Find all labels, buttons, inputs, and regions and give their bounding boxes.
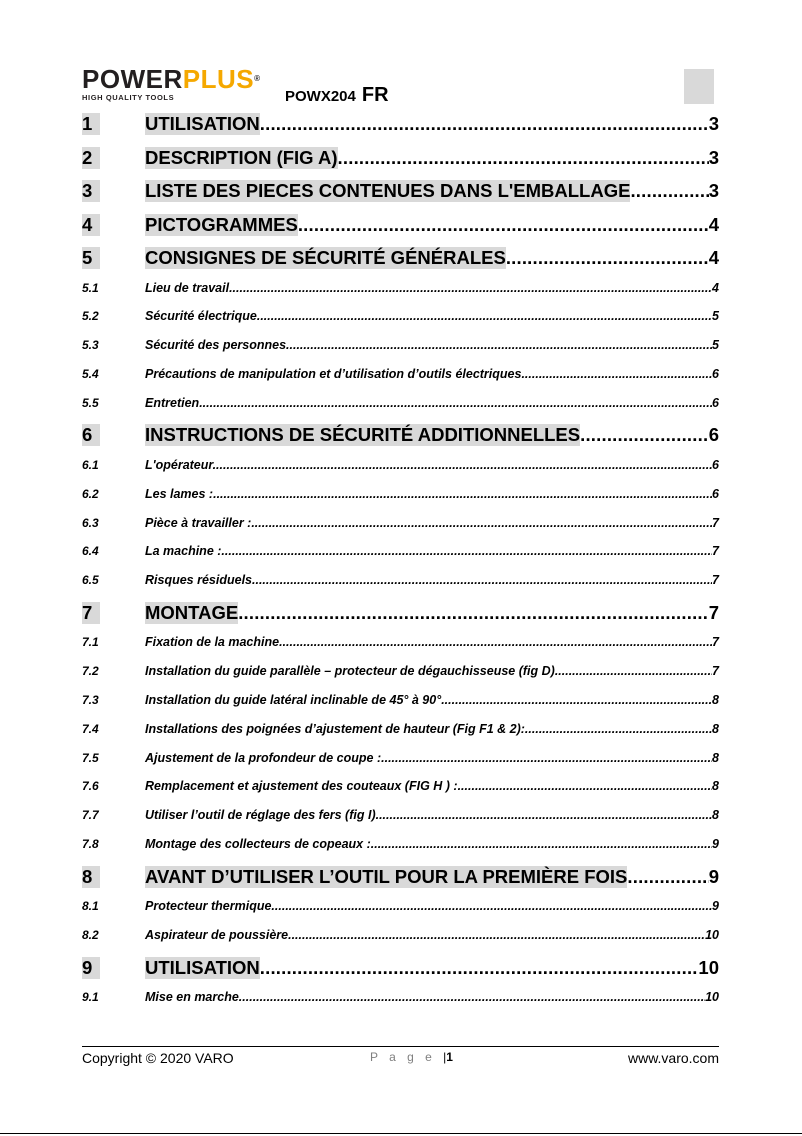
toc-dot-leader xyxy=(252,573,712,587)
toc-dot-leader xyxy=(221,544,712,558)
footer-copyright: Copyright © 2020 VARO xyxy=(82,1050,234,1066)
page-number: 1 xyxy=(446,1050,453,1064)
toc-entry-number: 7.1 xyxy=(82,635,99,650)
toc-dot-leader xyxy=(260,113,709,135)
toc-chapter-row[interactable] xyxy=(82,247,719,281)
toc-entry-number: 6.5 xyxy=(82,573,99,588)
toc-entry-number: 2 xyxy=(82,147,100,169)
toc-dot-leader xyxy=(238,602,709,624)
registered-mark: ® xyxy=(254,74,261,83)
toc-dot-leader xyxy=(229,281,712,295)
toc-entry-number: 7.6 xyxy=(82,779,99,794)
toc-section-row[interactable] xyxy=(82,281,719,310)
toc-page-number: 6 xyxy=(712,366,719,381)
footer-website: www.varo.com xyxy=(627,1050,719,1066)
toc-dot-leader xyxy=(630,180,708,202)
toc-entry-title: Mise en marche xyxy=(145,990,239,1005)
toc-entry-title: DESCRIPTION (FIG A) xyxy=(145,146,338,168)
toc-section-row[interactable] xyxy=(82,458,719,487)
toc-section-row[interactable] xyxy=(82,487,719,516)
toc-section-row[interactable] xyxy=(82,899,719,928)
toc-entry-number: 8.1 xyxy=(82,899,99,914)
page-bottom-rule xyxy=(0,1133,802,1134)
toc-page-number: 7 xyxy=(712,635,719,650)
toc-chapter-row[interactable] xyxy=(82,214,719,248)
toc-page-number: 6 xyxy=(708,424,719,446)
toc-chapter-row[interactable] xyxy=(82,424,719,458)
toc-entry-number: 7.7 xyxy=(82,808,99,823)
model-heading xyxy=(285,84,389,107)
toc-dot-leader xyxy=(580,424,709,446)
toc-page-number: 3 xyxy=(708,113,719,134)
toc-entry-number: 7.4 xyxy=(82,721,99,736)
toc-entry-number: 3 xyxy=(82,180,100,202)
toc-page-number: 6 xyxy=(712,395,719,410)
toc-dot-leader xyxy=(338,147,709,169)
footer-divider xyxy=(82,1046,719,1047)
toc-page-number: 7 xyxy=(712,544,719,559)
logo-plus-text: PLUS xyxy=(182,64,255,94)
toc-page-number: 8 xyxy=(712,721,719,736)
toc-chapter-row[interactable] xyxy=(82,866,719,900)
toc-entry-number: 5.5 xyxy=(82,395,99,410)
toc-entry-number: 7.5 xyxy=(82,750,99,765)
toc-page-number: 10 xyxy=(698,956,719,978)
toc-entry-title: Installations des poignées d’ajustement de hauteur (Fig F1 & 2): xyxy=(145,721,525,736)
toc-entry-title: Installation du guide parallèle – protecteur de dégauchisseuse (fig D) xyxy=(145,664,555,679)
toc-page-number: 5 xyxy=(712,309,719,324)
toc-entry-number: 9 xyxy=(82,957,100,979)
toc-entry-title: La machine : xyxy=(145,544,222,559)
toc-section-row[interactable] xyxy=(82,990,719,1019)
toc-section-row[interactable] xyxy=(82,396,719,425)
toc-chapter-row[interactable] xyxy=(82,957,719,991)
logo-tagline: HIGH QUALITY TOOLS xyxy=(82,93,175,102)
toc-page-number: 4 xyxy=(708,213,719,235)
toc-entry-title: Montage des collecteurs de copeaux : xyxy=(145,837,371,852)
toc-page-number: 4 xyxy=(708,247,719,268)
toc-page-number: 7 xyxy=(712,573,719,588)
toc-dot-leader xyxy=(458,779,712,793)
toc-entry-title: L'opérateur. xyxy=(145,457,217,472)
toc-entry-number: 1 xyxy=(82,113,100,135)
toc-entry-title: CONSIGNES DE SÉCURITÉ GÉNÉRALES xyxy=(145,247,506,268)
toc-entry-number: 6.4 xyxy=(82,544,99,559)
toc-dot-leader xyxy=(257,309,712,323)
toc-chapter-row[interactable] xyxy=(82,147,719,181)
toc-chapter-row[interactable] xyxy=(82,180,719,214)
toc-entry-title: Les lames : xyxy=(145,486,214,501)
toc-chapter-row[interactable] xyxy=(82,602,719,636)
language-tab-marker xyxy=(684,69,714,104)
toc-page-number: 7 xyxy=(712,664,719,679)
toc-entry-number: 6 xyxy=(82,424,100,446)
toc-entry-title: Risques résiduels xyxy=(145,573,252,588)
toc-dot-leader xyxy=(260,957,699,979)
toc-section-row[interactable] xyxy=(82,693,719,722)
toc-entry-title: Utiliser l’outil de réglage des fers (fig I) xyxy=(145,808,376,823)
toc-entry-title: Sécurité des personnes xyxy=(145,338,287,353)
toc-entry-number: 7.2 xyxy=(82,664,99,679)
toc-page-number: 8 xyxy=(712,808,719,823)
toc-page-number: 9 xyxy=(712,837,719,852)
toc-page-number: 6 xyxy=(712,486,719,501)
toc-section-row[interactable] xyxy=(82,573,719,602)
toc-page-number: 6 xyxy=(712,457,719,472)
toc-section-row[interactable] xyxy=(82,837,719,866)
toc-entry-number: 6.1 xyxy=(82,457,99,472)
toc-page-number: 4 xyxy=(712,280,719,295)
toc-entry-number: 8 xyxy=(82,866,100,888)
toc-dot-leader xyxy=(251,516,712,530)
toc-dot-leader xyxy=(199,396,712,410)
toc-entry-title: Précautions de manipulation et d’utilisation d’outils électriques xyxy=(145,366,522,381)
toc-entry-title: Protecteur thermique xyxy=(145,899,272,914)
toc-page-number: 8 xyxy=(712,693,719,708)
toc-dot-leader xyxy=(239,990,705,1004)
toc-page-number: 9 xyxy=(712,899,719,914)
toc-page-number: 7 xyxy=(712,515,719,530)
toc-section-row[interactable] xyxy=(82,338,719,367)
toc-entry-title: Installation du guide latéral inclinable de 45° à 90° xyxy=(145,693,442,708)
model-number: POWX204 xyxy=(285,88,356,105)
toc-chapter-row[interactable] xyxy=(82,113,719,147)
toc-dot-leader xyxy=(213,487,712,501)
toc-dot-leader xyxy=(627,866,708,888)
toc-entry-title: LISTE DES PIECES CONTENUES DANS L'EMBALLAGE xyxy=(145,180,631,201)
toc-dot-leader xyxy=(288,928,705,942)
toc-dot-leader xyxy=(283,635,713,649)
toc-page-number: 10 xyxy=(705,990,719,1005)
language-code: FR xyxy=(361,84,389,106)
logo-power-text: POWER xyxy=(82,64,183,94)
toc-entry-title: PICTOGRAMMES xyxy=(145,213,298,235)
toc-page-number: 10 xyxy=(705,928,719,943)
toc-dot-leader xyxy=(271,899,712,913)
toc-entry-number: 5 xyxy=(82,247,100,269)
toc-section-row[interactable] xyxy=(82,751,719,780)
toc-section-row[interactable] xyxy=(82,309,719,338)
toc-dot-leader xyxy=(521,367,712,381)
toc-dot-leader xyxy=(216,458,712,472)
toc-dot-leader xyxy=(298,214,709,236)
toc-page-number: 3 xyxy=(708,146,719,168)
toc-entry-number: 8.2 xyxy=(82,928,99,943)
toc-page-number: 3 xyxy=(708,180,719,201)
toc-dot-leader xyxy=(525,722,712,736)
toc-dot-leader xyxy=(381,751,712,765)
toc-entry-title: Sécurité électrique xyxy=(145,309,257,324)
toc-section-row[interactable] xyxy=(82,544,719,573)
toc-entry-title: Lieu de travail xyxy=(145,280,230,295)
toc-entry-number: 6.3 xyxy=(82,515,99,530)
toc-section-row[interactable] xyxy=(82,928,719,957)
toc-entry-number: 5.4 xyxy=(82,366,99,381)
table-of-contents xyxy=(82,113,719,1019)
toc-entry-number: 6.2 xyxy=(82,486,99,501)
toc-page-number: 5 xyxy=(712,338,719,353)
toc-entry-number: 5.1 xyxy=(82,280,99,295)
toc-entry-number: 9.1 xyxy=(82,990,99,1005)
toc-dot-leader xyxy=(286,338,712,352)
toc-entry-number: 7.8 xyxy=(82,837,99,852)
toc-entry-title: Remplacement et ajustement des couteaux (FIG H ) : xyxy=(145,779,458,794)
page-separator: | xyxy=(443,1050,447,1064)
toc-entry-title: Ajustement de la profondeur de coupe : xyxy=(145,750,382,765)
toc-entry-title: Pièce à travailler : xyxy=(145,515,252,530)
toc-entry-number: 7.3 xyxy=(82,693,99,708)
toc-section-row[interactable] xyxy=(82,516,719,545)
logo-wordmark xyxy=(82,66,272,92)
toc-entry-title: UTILISATION xyxy=(145,956,260,978)
toc-entry-title: Entretien xyxy=(145,395,200,410)
toc-section-row[interactable] xyxy=(82,722,719,751)
toc-dot-leader xyxy=(506,247,709,269)
toc-entry-number: 4 xyxy=(82,214,100,236)
toc-entry-title: INSTRUCTIONS DE SÉCURITÉ ADDITIONNELLES xyxy=(145,424,581,446)
footer-page-label xyxy=(370,1050,453,1064)
toc-entry-number: 5.3 xyxy=(82,338,99,353)
toc-entry-title: AVANT D’UTILISER L’OUTIL POUR LA PREMIÈRE FOIS xyxy=(145,865,628,887)
toc-page-number: 8 xyxy=(712,750,719,765)
toc-entry-title: MONTAGE xyxy=(145,601,239,623)
toc-entry-title: Aspirateur de poussière xyxy=(145,928,289,943)
toc-dot-leader xyxy=(376,808,712,822)
toc-page-number: 8 xyxy=(712,779,719,794)
toc-dot-leader xyxy=(555,664,712,678)
powerplus-logo xyxy=(82,66,272,102)
toc-section-row[interactable] xyxy=(82,635,719,664)
page-word: P a g e xyxy=(370,1050,436,1064)
toc-dot-leader xyxy=(371,837,712,851)
toc-entry-title: Fixation de la machine. xyxy=(145,635,283,650)
toc-page-number: 9 xyxy=(708,865,719,887)
toc-entry-number: 7 xyxy=(82,602,100,624)
toc-dot-leader xyxy=(441,693,712,707)
toc-section-row[interactable] xyxy=(82,664,719,693)
toc-section-row[interactable] xyxy=(82,779,719,808)
toc-section-row[interactable] xyxy=(82,808,719,837)
toc-section-row[interactable] xyxy=(82,367,719,396)
toc-entry-number: 5.2 xyxy=(82,309,99,324)
toc-page-number: 7 xyxy=(708,601,719,623)
toc-entry-title: UTILISATION xyxy=(145,113,260,134)
